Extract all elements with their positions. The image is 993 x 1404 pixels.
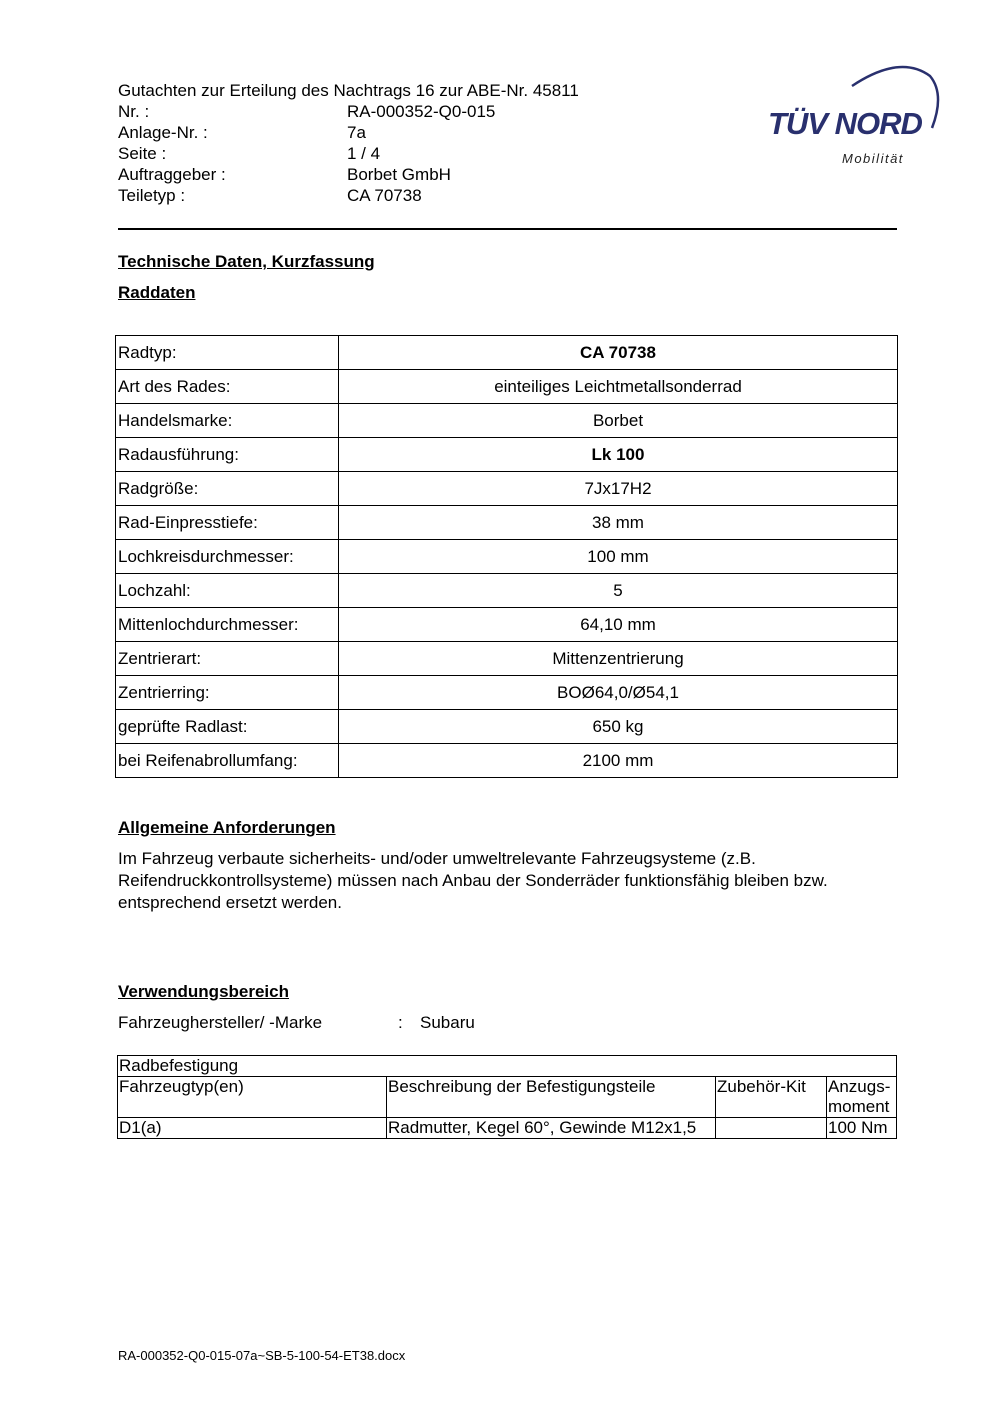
- section-title-verwendungsbereich: Verwendungsbereich: [118, 982, 289, 1001]
- header-fahrzeugtyp: Fahrzeugtyp(en): [118, 1077, 387, 1118]
- tuv-nord-logo: [760, 58, 940, 173]
- logo-brand: TÜV NORD: [768, 106, 922, 141]
- radbefestigung-caption: Radbefestigung: [118, 1056, 897, 1077]
- raddaten-label: bei Reifenabrollumfang:: [116, 744, 339, 778]
- manufacturer-colon: :: [398, 1013, 403, 1032]
- footer-filename: RA-000352-Q0-015-07a~SB-5-100-54-ET38.docx: [118, 1348, 406, 1363]
- header-beschreibung: Beschreibung der Befestigungsteile: [387, 1077, 716, 1118]
- section-title-anforderungen: Allgemeine Anforderungen: [118, 818, 336, 837]
- raddaten-value: Borbet: [339, 404, 898, 438]
- table-row: [116, 608, 898, 642]
- header-divider: [118, 228, 897, 230]
- raddaten-value: 2100 mm: [339, 744, 898, 778]
- raddaten-value: CA 70738: [339, 336, 898, 370]
- raddaten-value: 7Jx17H2: [339, 472, 898, 506]
- document-header: [118, 80, 678, 206]
- raddaten-label: Lochzahl:: [116, 574, 339, 608]
- table-row: [116, 642, 898, 676]
- anforderungen-text: Im Fahrzeug verbaute sicherheits- und/oder umweltrelevante Fahrzeugsysteme (z.B. Reifendruckkontrollsysteme) müssen nach Anbau der Sonderräder funktionsfähig bleiben bzw. entsprechend ersetzt werden.: [118, 849, 828, 912]
- radbefestigung-header-row: [118, 1077, 897, 1118]
- raddaten-value: einteiliges Leichtmetallsonderrad: [339, 370, 898, 404]
- raddaten-label: geprüfte Radlast:: [116, 710, 339, 744]
- raddaten-value: 64,10 mm: [339, 608, 898, 642]
- manufacturer-row: [118, 1013, 475, 1033]
- raddaten-value: 5: [339, 574, 898, 608]
- section-title-technische-daten: Technische Daten, Kurzfassung: [118, 252, 375, 271]
- raddaten-value: Mittenzentrierung: [339, 642, 898, 676]
- header-zubehoer-kit: Zubehör-Kit: [716, 1077, 827, 1118]
- raddaten-value: 38 mm: [339, 506, 898, 540]
- table-row: [116, 540, 898, 574]
- manufacturer-label: Fahrzeughersteller/ -Marke: [118, 1013, 323, 1032]
- cell-anzugsmoment: 100 Nm: [827, 1118, 897, 1139]
- raddaten-label: Zentrierring:: [116, 676, 339, 710]
- logo-subtitle: Mobilität: [842, 151, 904, 166]
- cell-beschreibung: Radmutter, Kegel 60°, Gewinde M12x1,5: [387, 1118, 716, 1139]
- raddaten-value: 100 mm: [339, 540, 898, 574]
- header-row-auftraggeber: Auftraggeber : Borbet GmbH: [118, 165, 451, 184]
- table-row: [116, 744, 898, 778]
- raddaten-table: [115, 335, 898, 778]
- header-row-seite: Seite : 1 / 4: [118, 144, 381, 163]
- raddaten-value: 650 kg: [339, 710, 898, 744]
- table-row: [116, 710, 898, 744]
- cell-fahrzeugtyp: D1(a): [118, 1118, 387, 1139]
- raddaten-label: Radausführung:: [116, 438, 339, 472]
- header-row-anlage: Anlage-Nr. : 7a: [118, 123, 366, 142]
- raddaten-label: Rad-Einpresstiefe:: [116, 506, 339, 540]
- header-anzugsmoment: Anzugs-moment: [827, 1077, 897, 1118]
- document-title: Gutachten zur Erteilung des Nachtrags 16 zur ABE-Nr. 45811: [118, 81, 579, 100]
- header-row-nr: Nr. : RA-000352-Q0-015: [118, 102, 496, 121]
- table-row: [116, 472, 898, 506]
- raddaten-label: Radgröße:: [116, 472, 339, 506]
- cell-zubehoer-kit: [716, 1118, 827, 1139]
- raddaten-label: Lochkreisdurchmesser:: [116, 540, 339, 574]
- table-row: [116, 506, 898, 540]
- radbefestigung-table: [117, 1055, 897, 1139]
- table-row: [116, 370, 898, 404]
- raddaten-label: Handelsmarke:: [116, 404, 339, 438]
- raddaten-label: Mittenlochdurchmesser:: [116, 608, 339, 642]
- raddaten-label: Art des Rades:: [116, 370, 339, 404]
- table-row: [116, 438, 898, 472]
- raddaten-value: BOØ64,0/Ø54,1: [339, 676, 898, 710]
- table-row: [116, 574, 898, 608]
- raddaten-value: Lk 100: [339, 438, 898, 472]
- table-row: [116, 336, 898, 370]
- manufacturer-value: Subaru: [420, 1013, 475, 1032]
- table-row: [116, 404, 898, 438]
- raddaten-label: Zentrierart:: [116, 642, 339, 676]
- header-row-teiletyp: Teiletyp : CA 70738: [118, 186, 422, 205]
- section-subtitle-raddaten: Raddaten: [118, 283, 196, 302]
- raddaten-label: Radtyp:: [116, 336, 339, 370]
- table-row: [118, 1118, 897, 1139]
- table-row: [116, 676, 898, 710]
